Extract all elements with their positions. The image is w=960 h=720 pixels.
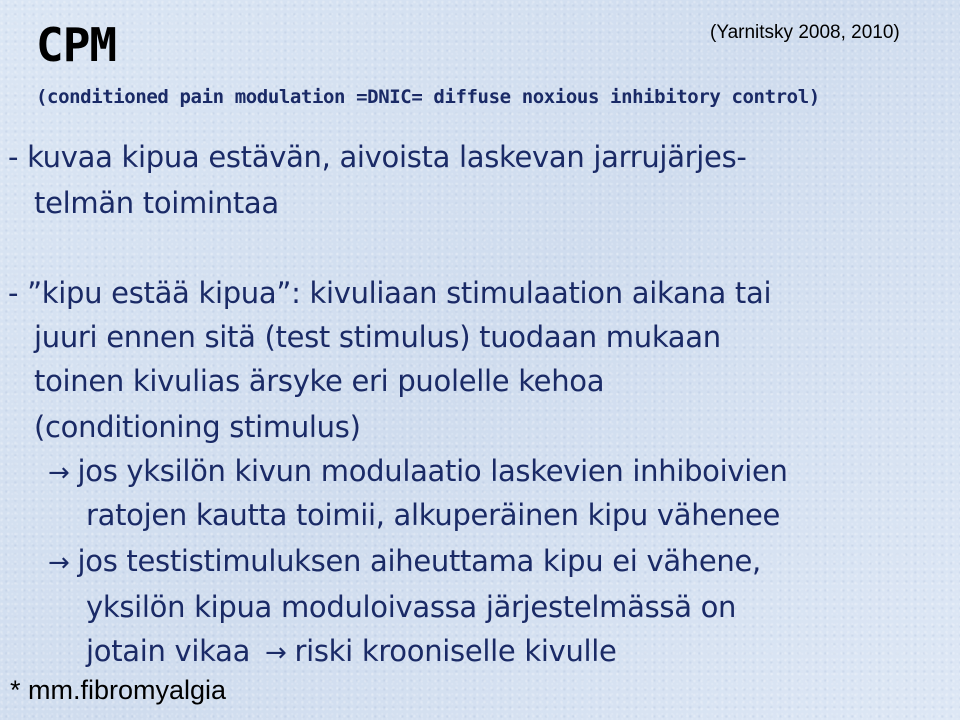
bullet-2-line-1: [48, 544, 761, 578]
bullet-1-text: jos yksilön kivun modulaatio laskevien inhiboivien: [77, 454, 788, 488]
paragraph-2-line-1: - ”kipu estää kipua”: kivuliaan stimulaation aikana tai: [8, 276, 772, 310]
bullet-2-line-2: yksilön kipua moduloivassa järjestelmässä on: [86, 590, 737, 624]
paragraph-2-line-4: (conditioning stimulus): [34, 410, 361, 444]
paragraph-1-line-2: telmän toimintaa: [34, 186, 279, 220]
bullet-2-line-3-end: riski krooniselle kivulle: [294, 634, 617, 668]
bullet-2-line-3: [86, 634, 617, 668]
right-arrow-icon: →: [48, 458, 70, 488]
slide-subtitle: (conditioned pain modulation =DNIC= diffuse noxious inhibitory control): [36, 86, 820, 108]
right-arrow-icon: →: [48, 548, 70, 578]
footnote: * mm.fibromyalgia: [10, 675, 227, 705]
paragraph-2-line-2: juuri ennen sitä (test stimulus) tuodaan mukaan: [34, 320, 721, 354]
paragraph-2-line-3: toinen kivulias ärsyke eri puolelle kehoa: [34, 364, 605, 398]
bullet-1-line-1: [48, 454, 788, 488]
reference-citation: (Yarnitsky 2008, 2010): [710, 22, 900, 43]
paragraph-1-line-1: - kuvaa kipua estävän, aivoista laskevan jarrujärjes-: [8, 140, 747, 174]
bullet-2-text: jos testistimuluksen aiheuttama kipu ei vähene,: [77, 544, 761, 578]
bullet-1-line-2: ratojen kautta toimii, alkuperäinen kipu vähenee: [86, 498, 781, 532]
bullet-2-line-3-start: jotain vikaa: [86, 634, 251, 668]
slide-title: CPM: [36, 18, 117, 72]
right-arrow-icon: →: [264, 638, 287, 668]
